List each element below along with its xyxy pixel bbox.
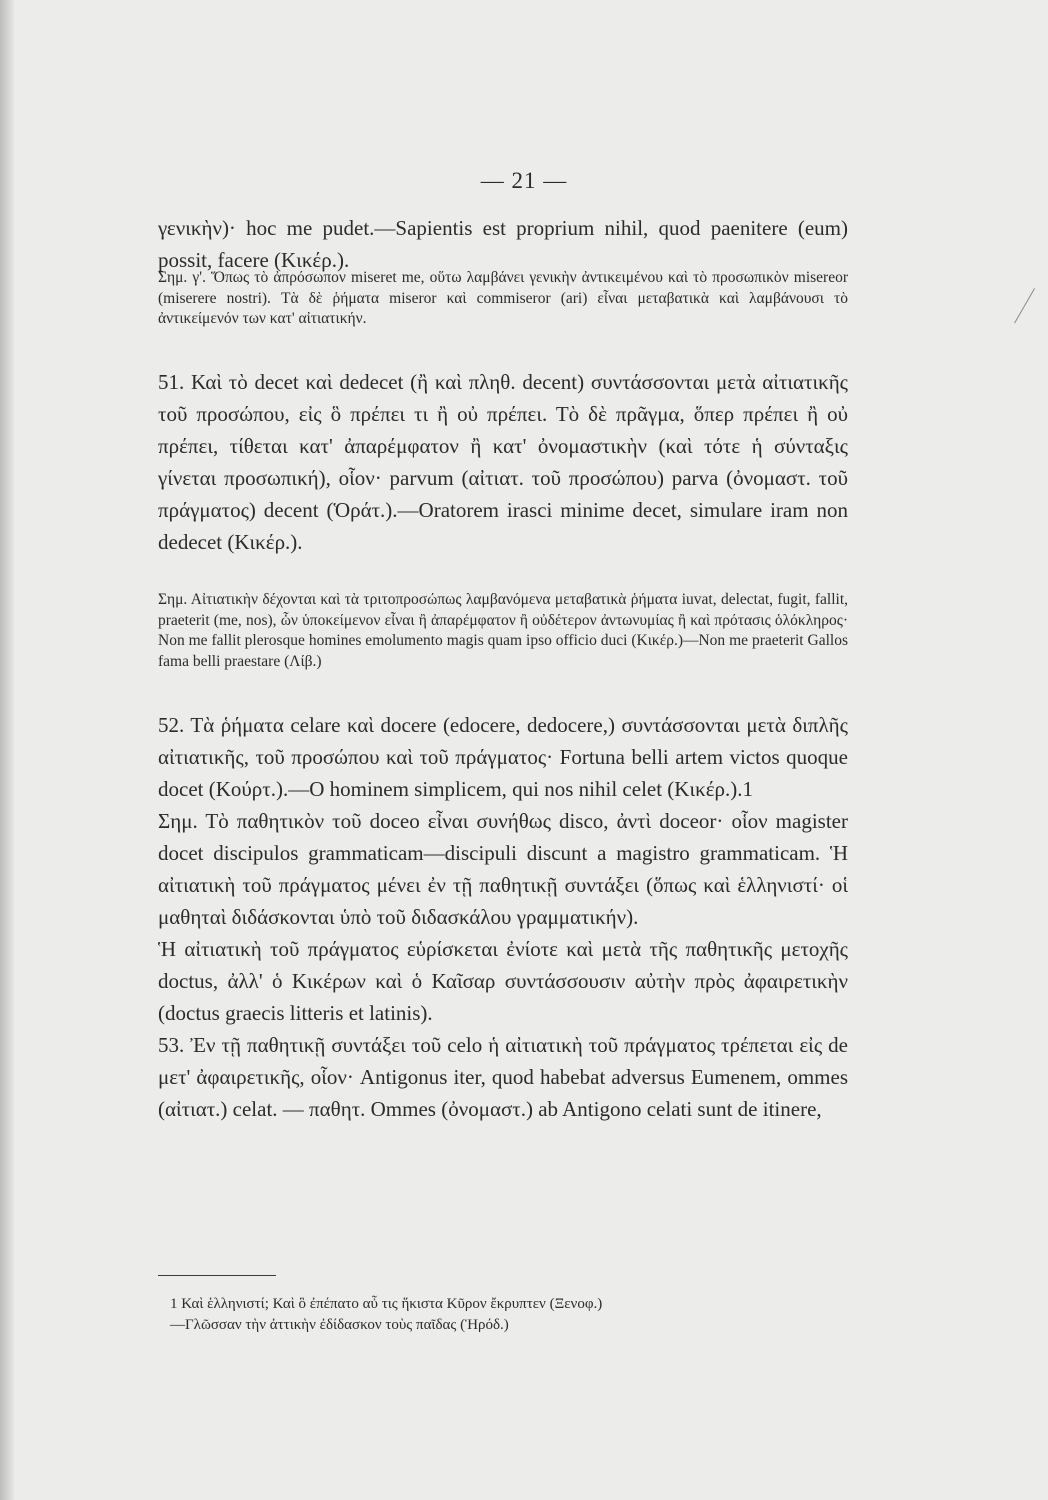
section-53: 53. Ἐν τῇ παθητικῇ συντάξει τοῦ celo ἡ αἰτιατικὴ τοῦ πράγματος τρέπεται εἰς de μετ' ἀφαιρετικῆς, οἷον· Antigonus iter, quod habebat adversus Eumenem, ommes (αἰτιατ.) celat. — παθητ. Ommes (ὀνομαστ.) ab Antigono celati sunt de itinere,	[158, 1033, 848, 1121]
text-block-5	[158, 709, 848, 1125]
page-number: — 21 —	[480, 168, 568, 193]
text-block-3	[158, 366, 848, 558]
footnote	[170, 1294, 860, 1336]
paragraph-doctus: Ἡ αἰτιατικὴ τοῦ πράγματος εὑρίσκεται ἐνίοτε καὶ μετὰ τῆς παθητικῆς μετοχῆς doctus, ἀλλ' ὁ Κικέρων καὶ ὁ Καῖσαρ συντάσσουσιν αὐτὴν πρὸς ἀφαιρετικὴν (doctus graecis litteris et latinis).	[158, 937, 848, 1025]
paragraph-continuation: γενικὴν)· hoc me pudet.—Sapientis est proprium nihil, quod paenitere (eum) possit, facere (Κικέρ.).	[158, 216, 848, 272]
margin-mark	[1014, 288, 1036, 324]
footnote-line-1: 1 Καὶ ἑλληνιστί; Καὶ ὃ ἐπέπατο αὖ τις ἥκιστα Κῦρον ἔκρυπτεν (Ξενοφ.)	[170, 1296, 603, 1312]
note-51: Σημ. Αἰτιατικὴν δέχονται καὶ τὰ τριτοπροσώπως λαμβανόμενα μεταβατικὰ ῥήματα iuvat, delectat, fugit, fallit, praeterit (me, nos), ὧν ὑποκείμενον εἶναι ἢ ἀπαρέμφατον ἢ οὐδέτερον ἀντωνυμίας ἢ καὶ πρότασις ὁλόκληρος· Non me fallit plerosque homines emolumento magis quam ipso officio duci (Κικέρ.)—Non me praeterit Gallos fama belli praestare (Λίβ.)	[158, 591, 848, 670]
section-52: 52. Τὰ ῥήματα celare καὶ docere (edocere, dedocere,) συντάσσονται μετὰ διπλῆς αἰτιατικῆς, τοῦ προσώπου καὶ τοῦ πράγματος· Fortuna belli artem victos quoque docet (Κούρτ.).—O hominem simplicem, qui nos nihil celet (Κικέρ.).1	[158, 713, 848, 801]
text-block-4	[158, 590, 848, 672]
text-block-2	[158, 268, 848, 330]
section-51: 51. Καὶ τὸ decet καὶ dedecet (ἢ καὶ πληθ. decent) συντάσσονται μετὰ αἰτιατικῆς τοῦ προσώπου, εἰς ὃ πρέπει τι ἢ οὐ πρέπει. Τὸ δὲ πρᾶγμα, ὅπερ πρέπει ἢ οὐ πρέπει, τίθεται κατ' ἀπαρέμφατον ἢ κατ' ὀνομαστικὴν (καὶ τότε ἡ σύνταξις γίνεται προσωπική), οἷον· parvum (αἰτιατ. τοῦ προσώπου) parva (ὀνομαστ. τοῦ πράγματος) decent (Ὁράτ.).—Oratorem irasci minime decet, simulare iram non dedecet (Κικέρ.).	[158, 370, 848, 554]
page-spine-shadow	[0, 0, 14, 1500]
text-block-1	[158, 212, 848, 276]
note-gamma: Σημ. γ'. Ὅπως τὸ ἀπρόσωπον miseret me, οὕτω λαμβάνει γενικὴν ἀντικειμένου καὶ τὸ προσωπικὸν misereor (miserere nostri). Τὰ δὲ ῥήματα miseror καὶ commiseror (ari) εἶναι μεταβατικὰ καὶ λαμβάνουσι τὸ ἀντικείμενόν των κατ' αἰτιατικήν.	[158, 269, 848, 327]
footnote-rule	[158, 1275, 276, 1276]
note-52: Σημ. Τὸ παθητικὸν τοῦ doceo εἶναι συνήθως disco, ἀντὶ doceor· οἷον magister docet discipulos grammaticam—discipuli discunt a magistro grammaticam. Ἡ αἰτιατικὴ τοῦ πράγματος μένει ἐν τῇ παθητικῇ συντάξει (ὅπως καὶ ἑλληνιστί· οἱ μαθηταὶ διδάσκονται ὑπὸ τοῦ διδασκάλου γραμματικήν).	[158, 809, 848, 929]
footnote-line-2: —Γλῶσσαν τὴν ἀττικὴν ἐδίδασκον τοὺς παῖδας (Ἡρόδ.)	[170, 1317, 509, 1333]
